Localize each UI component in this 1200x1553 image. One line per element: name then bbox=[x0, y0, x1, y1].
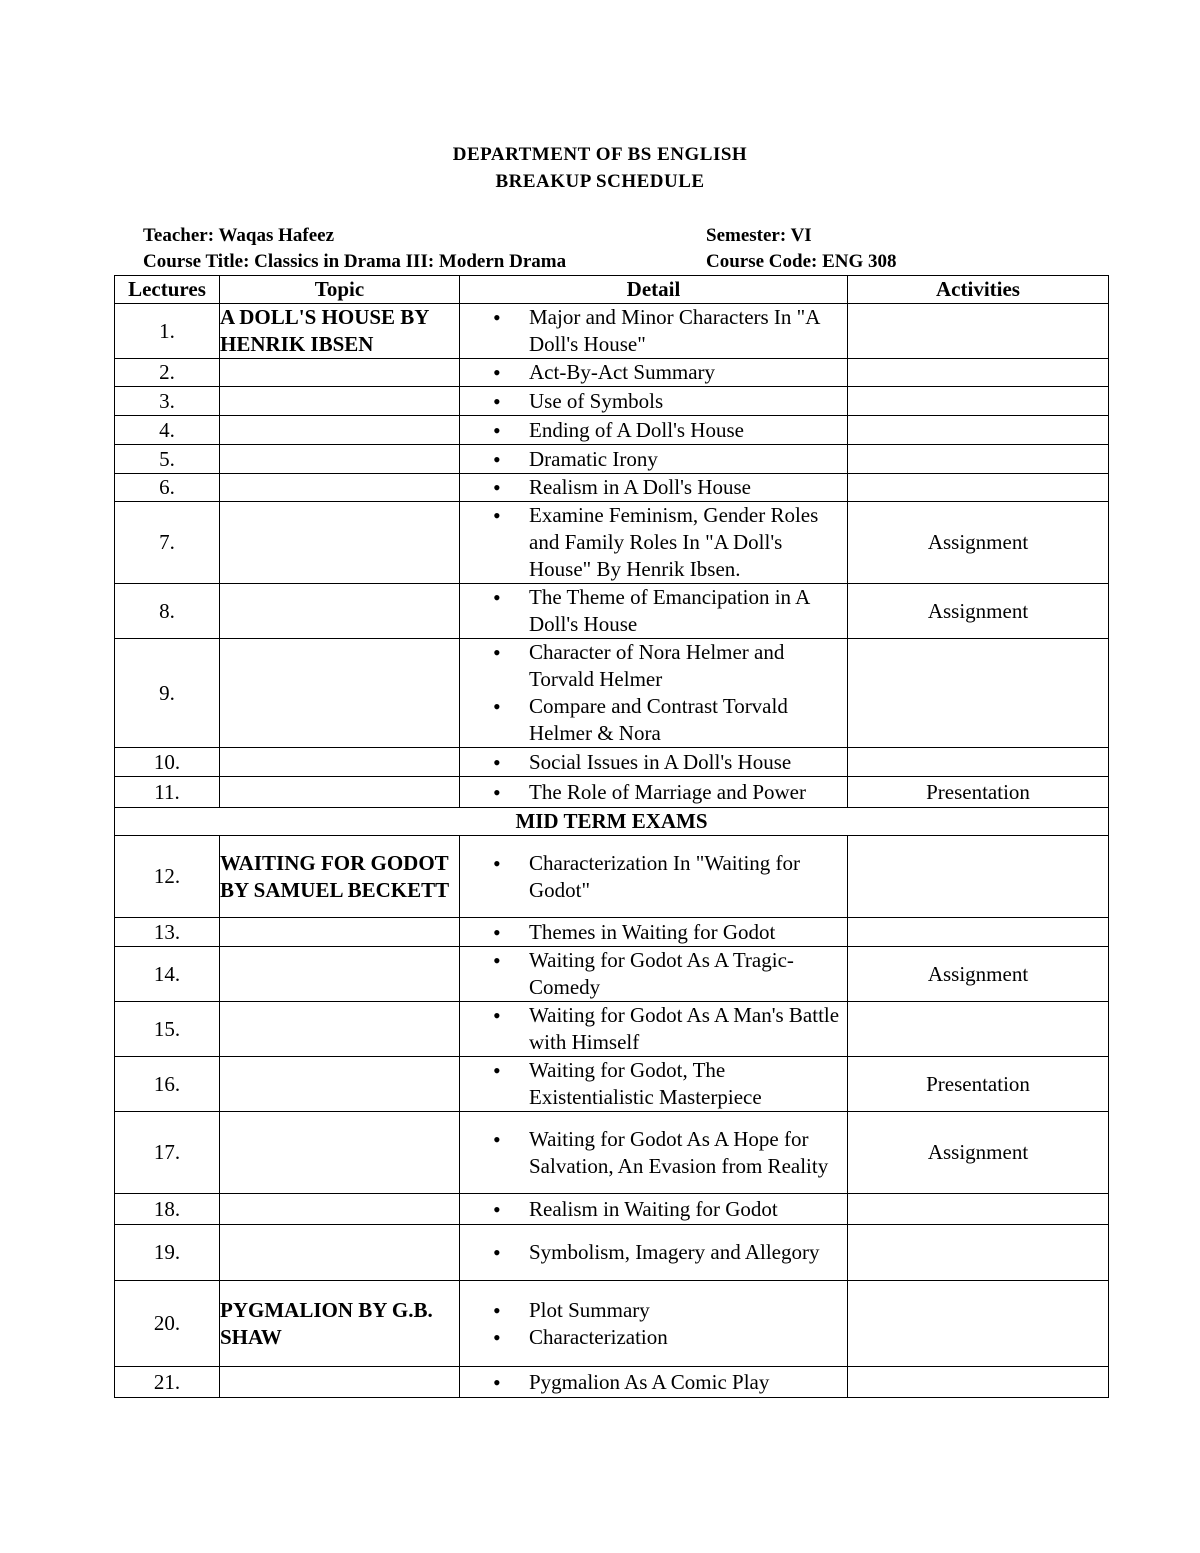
activity-cell bbox=[848, 474, 1109, 502]
midterm-label: MID TERM EXAMS bbox=[115, 808, 1109, 836]
detail-list bbox=[460, 749, 847, 776]
detail-list bbox=[460, 417, 847, 444]
detail-item: • Character of Nora Helmer and Torvald Helmer bbox=[460, 639, 847, 693]
semester-label: Semester: VI bbox=[706, 225, 812, 246]
topic-cell: WAITING FOR GODOT BY SAMUEL BECKETT bbox=[220, 836, 460, 918]
activity-cell bbox=[848, 918, 1109, 947]
detail-item: • Compare and Contrast Torvald Helmer & Nora bbox=[460, 693, 847, 747]
topic-cell bbox=[220, 947, 460, 1002]
topic-cell bbox=[220, 474, 460, 502]
table-row bbox=[115, 1225, 1109, 1281]
department-heading: DEPARTMENT OF BS ENGLISH bbox=[452, 144, 748, 165]
detail-list bbox=[460, 584, 847, 638]
detail-cell bbox=[460, 1367, 848, 1398]
activity-cell bbox=[848, 1367, 1109, 1398]
detail-cell bbox=[460, 947, 848, 1002]
topic-cell bbox=[220, 748, 460, 777]
detail-cell bbox=[460, 416, 848, 445]
schedule-heading: BREAKUP SCHEDULE bbox=[495, 171, 705, 192]
detail-item: • Characterization In "Waiting for Godot" bbox=[460, 850, 847, 904]
detail-cell bbox=[460, 387, 848, 416]
table-row bbox=[115, 777, 1109, 808]
topic-cell bbox=[220, 1002, 460, 1057]
detail-list bbox=[460, 639, 847, 747]
topic-cell bbox=[220, 918, 460, 947]
lecture-number: 21. bbox=[115, 1367, 220, 1398]
detail-cell bbox=[460, 474, 848, 502]
detail-item: • The Role of Marriage and Power bbox=[460, 779, 847, 806]
table-body bbox=[115, 304, 1109, 1398]
detail-item: • Waiting for Godot As A Tragic-Comedy bbox=[460, 947, 847, 1001]
lecture-number: 8. bbox=[115, 584, 220, 639]
activity-cell: Assignment bbox=[848, 947, 1109, 1002]
activity-cell bbox=[848, 387, 1109, 416]
table-row bbox=[115, 1057, 1109, 1112]
detail-list bbox=[460, 1369, 847, 1396]
detail-cell bbox=[460, 584, 848, 639]
table-row bbox=[115, 918, 1109, 947]
detail-item: • Plot Summary bbox=[460, 1297, 847, 1324]
table-row bbox=[115, 1194, 1109, 1225]
detail-item: • Major and Minor Characters In "A Doll's House" bbox=[460, 304, 847, 358]
detail-cell bbox=[460, 359, 848, 387]
detail-list bbox=[460, 1057, 847, 1111]
table-row bbox=[115, 359, 1109, 387]
lecture-number: 2. bbox=[115, 359, 220, 387]
teacher-label: Teacher: Waqas Hafeez bbox=[143, 225, 335, 246]
detail-item: • Use of Symbols bbox=[460, 388, 847, 415]
topic-cell: PYGMALION BY G.B. SHAW bbox=[220, 1281, 460, 1367]
lecture-number: 20. bbox=[115, 1281, 220, 1367]
detail-item: • Characterization bbox=[460, 1324, 847, 1351]
activity-cell: Assignment bbox=[848, 1112, 1109, 1194]
detail-list bbox=[460, 474, 847, 501]
activity-cell: Assignment bbox=[848, 584, 1109, 639]
topic-cell bbox=[220, 359, 460, 387]
course-code-label: Course Code: ENG 308 bbox=[706, 251, 897, 272]
table-row bbox=[115, 416, 1109, 445]
activity-cell bbox=[848, 1281, 1109, 1367]
detail-item: • Examine Feminism, Gender Roles and Family Roles In "A Doll's House" By Henrik Ibsen. bbox=[460, 502, 847, 583]
detail-list bbox=[460, 1297, 847, 1351]
detail-item: • Dramatic Irony bbox=[460, 446, 847, 473]
detail-cell bbox=[460, 1194, 848, 1225]
table-row bbox=[115, 445, 1109, 474]
activity-cell bbox=[848, 304, 1109, 359]
breakup-schedule-table bbox=[114, 275, 1109, 1398]
detail-cell bbox=[460, 445, 848, 474]
detail-list bbox=[460, 388, 847, 415]
topic-cell bbox=[220, 1367, 460, 1398]
activity-cell: Presentation bbox=[848, 1057, 1109, 1112]
detail-item: • Realism in A Doll's House bbox=[460, 474, 847, 501]
detail-list bbox=[460, 304, 847, 358]
table-row bbox=[115, 474, 1109, 502]
header-lectures: Lectures bbox=[115, 276, 220, 304]
detail-item: • Ending of A Doll's House bbox=[460, 417, 847, 444]
table-row bbox=[115, 387, 1109, 416]
lecture-number: 1. bbox=[115, 304, 220, 359]
lecture-number: 4. bbox=[115, 416, 220, 445]
lecture-number: 10. bbox=[115, 748, 220, 777]
activity-cell bbox=[848, 639, 1109, 748]
activity-cell bbox=[848, 836, 1109, 918]
detail-item: • Act-By-Act Summary bbox=[460, 359, 847, 386]
topic-cell bbox=[220, 584, 460, 639]
activity-cell bbox=[848, 359, 1109, 387]
table-header-row bbox=[115, 276, 1109, 304]
topic-cell bbox=[220, 387, 460, 416]
lecture-number: 12. bbox=[115, 836, 220, 918]
table-row bbox=[115, 947, 1109, 1002]
detail-list bbox=[460, 446, 847, 473]
detail-cell bbox=[460, 1281, 848, 1367]
lecture-number: 17. bbox=[115, 1112, 220, 1194]
table-row bbox=[115, 1002, 1109, 1057]
detail-list bbox=[460, 1239, 847, 1266]
detail-cell bbox=[460, 777, 848, 808]
lecture-number: 11. bbox=[115, 777, 220, 808]
detail-list bbox=[460, 850, 847, 904]
topic-cell bbox=[220, 777, 460, 808]
topic-cell: A DOLL'S HOUSE BY HENRIK IBSEN bbox=[220, 304, 460, 359]
lecture-number: 7. bbox=[115, 502, 220, 584]
lecture-number: 13. bbox=[115, 918, 220, 947]
lecture-number: 6. bbox=[115, 474, 220, 502]
topic-cell bbox=[220, 1194, 460, 1225]
lecture-number: 14. bbox=[115, 947, 220, 1002]
table-row bbox=[115, 836, 1109, 918]
activity-cell: Presentation bbox=[848, 777, 1109, 808]
table-row bbox=[115, 748, 1109, 777]
table-row bbox=[115, 1112, 1109, 1194]
activity-cell bbox=[848, 1225, 1109, 1281]
detail-cell bbox=[460, 836, 848, 918]
header-topic: Topic bbox=[220, 276, 460, 304]
detail-list bbox=[460, 919, 847, 946]
detail-item: • Themes in Waiting for Godot bbox=[460, 919, 847, 946]
activity-cell bbox=[848, 416, 1109, 445]
header-activities: Activities bbox=[848, 276, 1109, 304]
detail-cell bbox=[460, 748, 848, 777]
lecture-number: 5. bbox=[115, 445, 220, 474]
topic-cell bbox=[220, 416, 460, 445]
detail-cell bbox=[460, 918, 848, 947]
detail-list bbox=[460, 779, 847, 806]
activity-cell bbox=[848, 748, 1109, 777]
header-detail: Detail bbox=[460, 276, 848, 304]
lecture-number: 19. bbox=[115, 1225, 220, 1281]
table-row bbox=[115, 584, 1109, 639]
activity-cell bbox=[848, 1194, 1109, 1225]
detail-list bbox=[460, 1002, 847, 1056]
topic-cell bbox=[220, 1057, 460, 1112]
detail-item: • Symbolism, Imagery and Allegory bbox=[460, 1239, 847, 1266]
detail-cell bbox=[460, 1057, 848, 1112]
lecture-number: 3. bbox=[115, 387, 220, 416]
detail-cell bbox=[460, 1002, 848, 1057]
detail-cell bbox=[460, 639, 848, 748]
topic-cell bbox=[220, 1112, 460, 1194]
detail-item: • Realism in Waiting for Godot bbox=[460, 1196, 847, 1223]
midterm-row bbox=[115, 808, 1109, 836]
detail-list bbox=[460, 1126, 847, 1180]
topic-cell bbox=[220, 1225, 460, 1281]
detail-list bbox=[460, 359, 847, 386]
lecture-number: 18. bbox=[115, 1194, 220, 1225]
detail-item: • Waiting for Godot, The Existentialistic Masterpiece bbox=[460, 1057, 847, 1111]
lecture-number: 16. bbox=[115, 1057, 220, 1112]
table-row bbox=[115, 639, 1109, 748]
detail-cell bbox=[460, 502, 848, 584]
detail-cell bbox=[460, 1112, 848, 1194]
detail-item: • The Theme of Emancipation in A Doll's House bbox=[460, 584, 847, 638]
course-title-label: Course Title: Classics in Drama III: Modern Drama bbox=[143, 251, 567, 272]
activity-cell bbox=[848, 1002, 1109, 1057]
topic-cell bbox=[220, 502, 460, 584]
table-row bbox=[115, 304, 1109, 359]
activity-cell: Assignment bbox=[848, 502, 1109, 584]
table-row bbox=[115, 502, 1109, 584]
topic-cell bbox=[220, 445, 460, 474]
lecture-number: 15. bbox=[115, 1002, 220, 1057]
detail-item: • Pygmalion As A Comic Play bbox=[460, 1369, 847, 1396]
detail-item: • Social Issues in A Doll's House bbox=[460, 749, 847, 776]
detail-item: • Waiting for Godot As A Man's Battle with Himself bbox=[460, 1002, 847, 1056]
detail-list bbox=[460, 1196, 847, 1223]
table-row bbox=[115, 1281, 1109, 1367]
detail-list bbox=[460, 947, 847, 1001]
detail-cell bbox=[460, 304, 848, 359]
lecture-number: 9. bbox=[115, 639, 220, 748]
detail-list bbox=[460, 502, 847, 583]
detail-cell bbox=[460, 1225, 848, 1281]
topic-cell bbox=[220, 639, 460, 748]
activity-cell bbox=[848, 445, 1109, 474]
table-row bbox=[115, 1367, 1109, 1398]
detail-item: • Waiting for Godot As A Hope for Salvation, An Evasion from Reality bbox=[460, 1126, 847, 1180]
